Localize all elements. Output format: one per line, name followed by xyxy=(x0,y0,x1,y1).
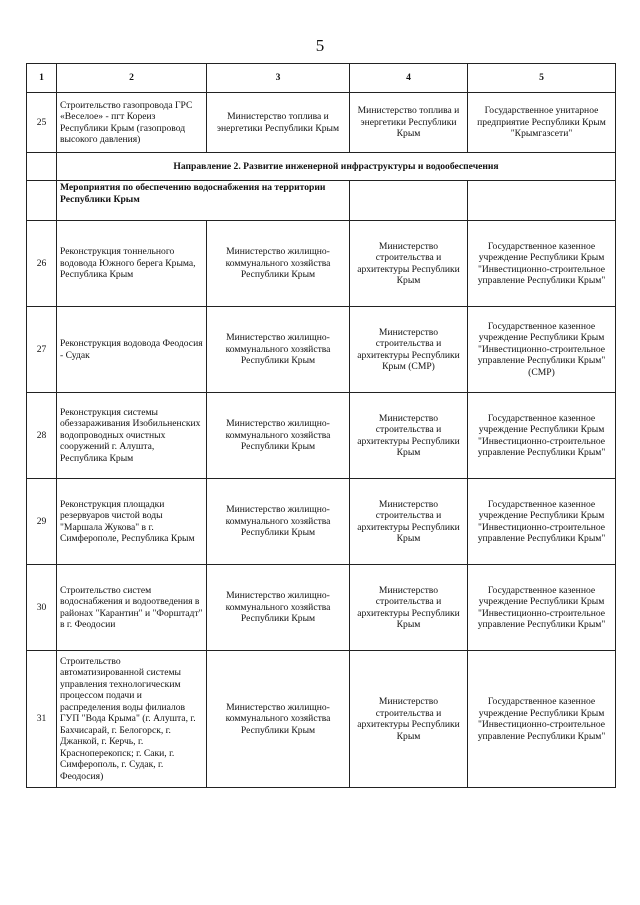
row-number: 25 xyxy=(27,93,57,153)
program-manager: Министерство строительства и архитектуры Республики Крым xyxy=(350,565,468,651)
executor: Государственное казенное учреждение Республики Крым "Инвестиционно-строительное управление Республики Крым" xyxy=(468,393,616,479)
executor: Государственное унитарное предприятие Республики Крым "Крымгазсети" xyxy=(468,93,616,153)
column-header: 1 xyxy=(27,64,57,93)
table-row xyxy=(27,221,616,307)
project-name: Реконструкция водовода Феодосия - Судак xyxy=(57,307,207,393)
table-row xyxy=(27,393,616,479)
column-header: 2 xyxy=(57,64,207,93)
row-number: 28 xyxy=(27,393,57,479)
state-customer: Министерство жилищно-коммунального хозяйства Республики Крым xyxy=(207,651,350,788)
section-row xyxy=(27,153,616,181)
state-customer: Министерство жилищно-коммунального хозяйства Республики Крым xyxy=(207,393,350,479)
project-name: Строительство систем водоснабжения и водоотведения в районах "Карантин" и "Форштадт" в г. Феодосии xyxy=(57,565,207,651)
row-number: 30 xyxy=(27,565,57,651)
table-header-row xyxy=(27,64,616,93)
subsection-row xyxy=(27,181,616,221)
executor: Государственное казенное учреждение Республики Крым "Инвестиционно-строительное управление Республики Крым" xyxy=(468,479,616,565)
program-table xyxy=(26,63,616,788)
executor: Государственное казенное учреждение Республики Крым "Инвестиционно-строительное управление Республики Крым" xyxy=(468,221,616,307)
table-row xyxy=(27,307,616,393)
project-name: Реконструкция площадки резервуаров чистой воды "Маршала Жукова" в г. Симферополе, Республика Крым xyxy=(57,479,207,565)
row-number: 26 xyxy=(27,221,57,307)
project-name: Строительство газопровода ГРС «Веселое» - пгт Кореиз Республики Крым (газопровод высокого давления) xyxy=(57,93,207,153)
table-row xyxy=(27,479,616,565)
state-customer: Министерство жилищно-коммунального хозяйства Республики Крым xyxy=(207,479,350,565)
executor: Государственное казенное учреждение Республики Крым "Инвестиционно-строительное управление Республики Крым" (СМР) xyxy=(468,307,616,393)
state-customer: Министерство жилищно-коммунального хозяйства Республики Крым xyxy=(207,221,350,307)
row-number: 29 xyxy=(27,479,57,565)
program-manager: Министерство строительства и архитектуры Республики Крым xyxy=(350,479,468,565)
program-manager: Министерство строительства и архитектуры Республики Крым xyxy=(350,393,468,479)
table-row xyxy=(27,93,616,153)
program-manager: Министерство строительства и архитектуры Республики Крым (СМР) xyxy=(350,307,468,393)
page-number: 5 xyxy=(315,36,325,55)
section-title: Направление 2. Развитие инженерной инфраструктуры и водообеспечения xyxy=(57,153,616,181)
subsection-title: Мероприятия по обеспечению водоснабжения на территории Республики Крым xyxy=(57,181,350,221)
project-name: Реконструкция тоннельного водовода Южного берега Крыма, Республика Крым xyxy=(57,221,207,307)
project-name: Строительство автоматизированной системы управления технологическим процессом подачи и распределения воды филиалов ГУП "Вода Крыма" (г. Алушта, г. Бахчисарай, г. Белогорск, г. Джанкой, г. Керчь, г. Красноперекопск; г. Саки, г. Симферополь, г. Судак, г. Феодосия) xyxy=(57,651,207,788)
state-customer: Министерство топлива и энергетики Республики Крым xyxy=(207,93,350,153)
column-header: 3 xyxy=(207,64,350,93)
program-manager: Министерство строительства и архитектуры Республики Крым xyxy=(350,221,468,307)
state-customer: Министерство жилищно-коммунального хозяйства Республики Крым xyxy=(207,307,350,393)
program-manager: Министерство строительства и архитектуры Республики Крым xyxy=(350,651,468,788)
table-row xyxy=(27,651,616,788)
row-number: 27 xyxy=(27,307,57,393)
column-header: 4 xyxy=(350,64,468,93)
state-customer: Министерство жилищно-коммунального хозяйства Республики Крым xyxy=(207,565,350,651)
table-row xyxy=(27,565,616,651)
row-number: 31 xyxy=(27,651,57,788)
executor: Государственное казенное учреждение Республики Крым "Инвестиционно-строительное управление Республики Крым" xyxy=(468,565,616,651)
column-header: 5 xyxy=(468,64,616,93)
executor: Государственное казенное учреждение Республики Крым "Инвестиционно-строительное управление Республики Крым" xyxy=(468,651,616,788)
program-manager: Министерство топлива и энергетики Республики Крым xyxy=(350,93,468,153)
project-name: Реконструкция системы обеззараживания Изобильненских водопроводных очистных сооружений г. Алушта, Республика Крым xyxy=(57,393,207,479)
